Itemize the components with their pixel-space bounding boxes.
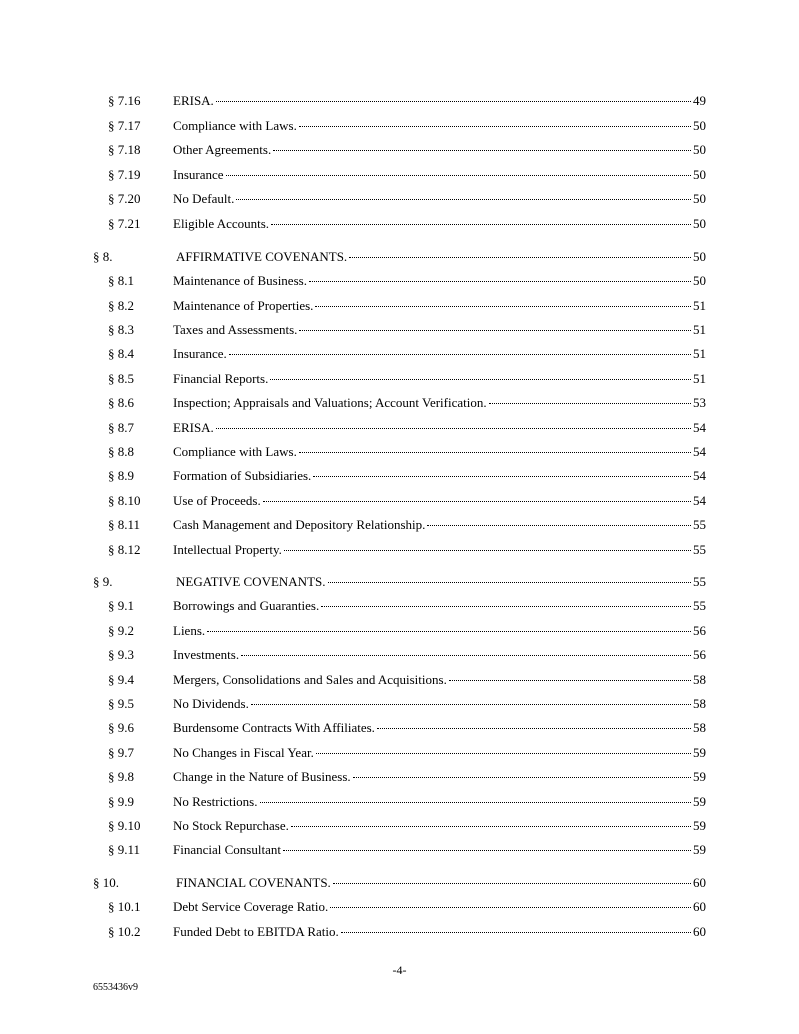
section-title: Other Agreements. [173,142,272,157]
section-number: § 9.4 [108,672,134,687]
dot-leader [333,883,691,884]
section-title: Borrowings and Guaranties. [173,598,320,613]
section-number: § 10.2 [108,924,141,939]
section-title: Investments. [173,647,240,662]
toc-entry-row [0,117,799,135]
dot-leader [341,932,691,933]
page-ref: 50 [693,167,706,182]
toc-title-line [173,597,706,615]
toc-entry-row [0,321,799,339]
toc-entry-row [0,622,799,640]
section-title: No Default. [173,191,235,206]
dot-leader [328,582,692,583]
section-number: § 7.18 [108,142,141,157]
dot-leader [260,802,692,803]
page-ref: 60 [693,899,706,914]
section-number: § 9.8 [108,769,134,784]
toc-entry-row [0,394,799,412]
section-title: Cash Management and Depository Relationship. [173,517,426,532]
page-ref: 54 [693,468,706,483]
toc-title-line [173,190,706,208]
dot-leader [313,476,691,477]
page-ref: 56 [693,623,706,638]
section-title: Intellectual Property. [173,542,282,557]
section-number: § 8.1 [108,273,134,288]
section-number: § 8.11 [108,517,141,532]
dot-leader [449,680,691,681]
toc-title-line [173,744,706,762]
dot-leader [427,525,691,526]
toc-section-row [0,573,799,591]
toc-section-row [0,248,799,266]
toc-entry-row [0,215,799,233]
dot-leader [284,550,691,551]
toc-entry-row [0,898,799,916]
page-ref: 60 [693,924,706,939]
toc-entry-row [0,744,799,762]
toc-entry-row [0,419,799,437]
toc-entry-row [0,370,799,388]
dot-leader [251,704,691,705]
page-ref: 55 [693,542,706,557]
section-title: FINANCIAL COVENANTS. [176,875,331,890]
page-ref: 54 [693,420,706,435]
toc-entry-row [0,297,799,315]
page-ref: 50 [693,191,706,206]
section-number: § 10. [93,875,119,890]
section-number: § 9.1 [108,598,134,613]
toc-title-line [173,695,706,713]
toc-entry-row [0,492,799,510]
dot-leader [309,281,691,282]
toc-title-line [173,793,706,811]
toc-title-line [173,272,706,290]
section-number: § 7.19 [108,167,141,182]
page-ref: 59 [693,842,706,857]
toc-entry-row [0,671,799,689]
section-number: § 7.17 [108,118,141,133]
toc-title-line [173,297,706,315]
dot-leader [226,175,691,176]
toc-title-line [173,492,706,510]
page-ref: 50 [693,142,706,157]
section-title: Maintenance of Properties. [173,298,314,313]
toc-title-line [176,573,706,591]
toc-title-line [173,117,706,135]
page-ref: 54 [693,493,706,508]
section-number: § 8.12 [108,542,141,557]
section-number: § 8.10 [108,493,141,508]
toc-title-line [173,541,706,559]
page-ref: 50 [693,273,706,288]
toc-entry-row [0,817,799,835]
section-title: Maintenance of Business. [173,273,307,288]
toc-title-line [173,394,706,412]
section-title: Taxes and Assessments. [173,322,298,337]
toc-entry-row [0,541,799,559]
toc-entry-row [0,597,799,615]
section-title: Financial Consultant [173,842,281,857]
page-ref: 59 [693,818,706,833]
section-number: § 8.9 [108,468,134,483]
section-number: § 7.16 [108,93,141,108]
toc-title-line [173,443,706,461]
dot-leader [316,753,691,754]
dot-leader [283,850,691,851]
section-title: Burdensome Contracts With Affiliates. [173,720,375,735]
dot-leader [241,655,691,656]
dot-leader [353,777,691,778]
toc-entry-row [0,646,799,664]
toc-section-row [0,874,799,892]
toc-entry-row [0,272,799,290]
section-number: § 9.9 [108,794,134,809]
dot-leader [321,606,691,607]
section-title: Use of Proceeds. [173,493,261,508]
toc-entry-row [0,923,799,941]
section-title: No Restrictions. [173,794,258,809]
dot-leader [315,306,691,307]
section-number: § 10.1 [108,899,141,914]
dot-leader [271,224,691,225]
toc-entry-row [0,719,799,737]
page-ref: 51 [693,371,706,386]
toc-title-line [173,898,706,916]
section-title: ERISA. [173,93,214,108]
toc-title-line [173,646,706,664]
section-number: § 7.21 [108,216,141,231]
section-title: No Changes in Fiscal Year. [173,745,314,760]
toc-entry-row [0,841,799,859]
toc-entry-row [0,467,799,485]
section-title: No Dividends. [173,696,249,711]
dot-leader [291,826,691,827]
toc-title-line [173,166,706,184]
page-ref: 51 [693,298,706,313]
toc-title-line [173,841,706,859]
section-number: § 9.6 [108,720,134,735]
section-title: Eligible Accounts. [173,216,270,231]
dot-leader [236,199,691,200]
section-number: § 8.6 [108,395,134,410]
dot-leader [349,257,691,258]
toc-title-line [173,923,706,941]
dot-leader [299,126,691,127]
section-title: AFFIRMATIVE COVENANTS. [176,249,348,264]
section-title: Formation of Subsidiaries. [173,468,312,483]
toc-title-line [173,516,706,534]
dot-leader [299,330,691,331]
dot-leader [489,403,691,404]
toc-title-line [173,321,706,339]
dot-leader [207,631,691,632]
section-number: § 7.20 [108,191,141,206]
section-number: § 8.8 [108,444,134,459]
section-number: § 9.2 [108,623,134,638]
section-title: Insurance. [173,346,227,361]
section-title: Inspection; Appraisals and Valuations; Account Verification. [173,395,487,410]
section-number: § 8.7 [108,420,134,435]
section-number: § 9.10 [108,818,141,833]
page-ref: 59 [693,769,706,784]
toc-title-line [173,467,706,485]
dot-leader [377,728,691,729]
section-title: Change in the Nature of Business. [173,769,351,784]
section-title: Compliance with Laws. [173,118,297,133]
toc-title-line [173,215,706,233]
section-number: § 9.5 [108,696,134,711]
page-ref: 58 [693,672,706,687]
page-ref: 53 [693,395,706,410]
toc-entry-row [0,345,799,363]
toc-title-line [173,345,706,363]
toc-title-line [173,768,706,786]
dot-leader [216,428,691,429]
toc-title-line [173,817,706,835]
dot-leader [273,150,691,151]
page-ref: 50 [693,216,706,231]
section-title: Liens. [173,623,206,638]
toc-title-line [173,671,706,689]
page-ref: 50 [693,118,706,133]
section-number: § 8.5 [108,371,134,386]
toc-entry-row [0,92,799,110]
toc-entry-row [0,793,799,811]
section-title: Debt Service Coverage Ratio. [173,899,329,914]
page-ref: 59 [693,745,706,760]
section-title: Financial Reports. [173,371,269,386]
toc-title-line [176,874,706,892]
section-number: § 9.3 [108,647,134,662]
page-ref: 59 [693,794,706,809]
dot-leader [216,101,691,102]
page-number: -4- [392,963,407,977]
toc-title-line [173,419,706,437]
section-title: Compliance with Laws. [173,444,297,459]
section-number: § 8.3 [108,322,134,337]
section-title: No Stock Repurchase. [173,818,289,833]
toc-title-line [173,719,706,737]
section-title: Insurance [173,167,224,182]
section-number: § 9. [93,574,113,589]
toc-entry-row [0,141,799,159]
page-ref: 49 [693,93,706,108]
dot-leader [330,907,691,908]
dot-leader [229,354,691,355]
toc-entry-row [0,768,799,786]
dot-leader [270,379,691,380]
toc-entry-row [0,443,799,461]
toc-title-line [173,622,706,640]
dot-leader [299,452,691,453]
section-title: Mergers, Consolidations and Sales and Acquisitions. [173,672,447,687]
section-title: NEGATIVE COVENANTS. [176,574,326,589]
section-title: Funded Debt to EBITDA Ratio. [173,924,339,939]
page-ref: 55 [693,574,706,589]
page-ref: 56 [693,647,706,662]
toc-title-line [176,248,706,266]
section-number: § 8. [93,249,113,264]
section-number: § 8.4 [108,346,134,361]
toc-entry-row [0,166,799,184]
dot-leader [263,501,691,502]
section-number: § 9.7 [108,745,134,760]
toc-entry-row [0,695,799,713]
page-ref: 55 [693,598,706,613]
page-ref: 60 [693,875,706,890]
section-number: § 9.11 [108,842,141,857]
page-ref: 58 [693,696,706,711]
page-ref: 50 [693,249,706,264]
page-ref: 51 [693,322,706,337]
page-ref: 55 [693,517,706,532]
section-title: ERISA. [173,420,214,435]
toc-title-line [173,370,706,388]
section-number: § 8.2 [108,298,134,313]
toc-entry-row [0,516,799,534]
toc-entry-row [0,190,799,208]
toc-title-line [173,141,706,159]
document-id: 6553436v9 [93,982,138,993]
toc-title-line [173,92,706,110]
page-ref: 54 [693,444,706,459]
page-ref: 58 [693,720,706,735]
page-ref: 51 [693,346,706,361]
